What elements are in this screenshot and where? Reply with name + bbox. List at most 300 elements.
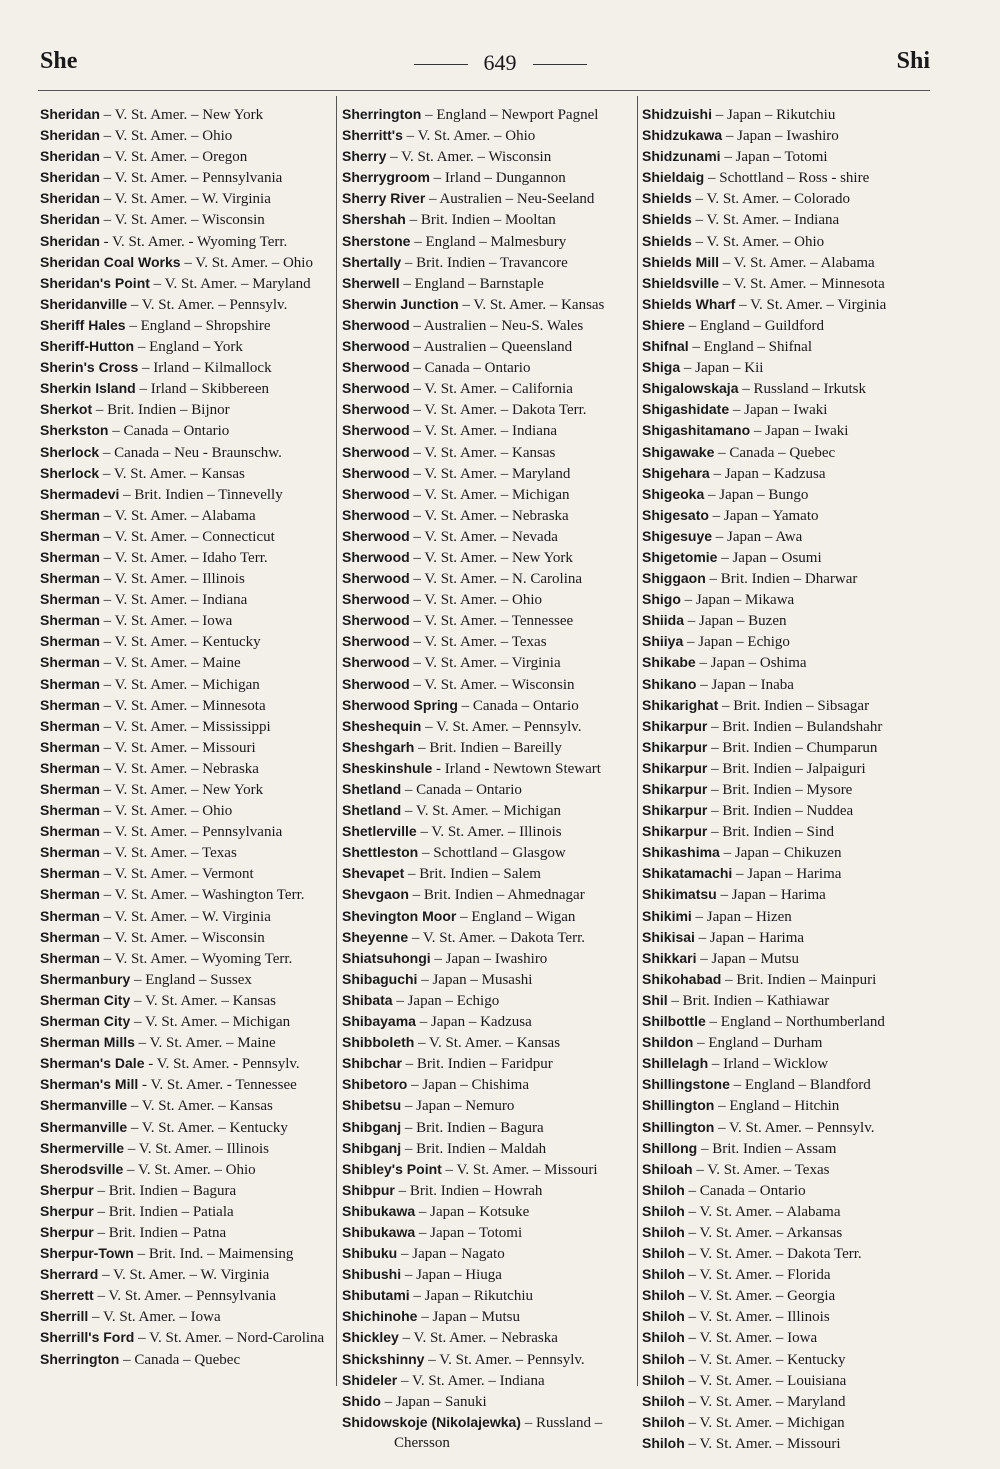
entry-name: Shigeoka	[642, 485, 705, 502]
entry-location: – V. St. Amer. – Michigan	[99, 676, 260, 693]
gazetteer-entry	[642, 1180, 934, 1201]
entry-location: – V. St. Amer. – Alabama	[719, 254, 875, 271]
gazetteer-entry	[342, 1370, 634, 1391]
entry-location: – V. St. Amer. – New York	[99, 782, 264, 798]
entry-location: – V. St. Amer. – Illinois	[684, 1309, 830, 1326]
entry-name: Shieldsville	[642, 274, 720, 291]
gazetteer-entry	[342, 927, 634, 948]
gazetteer-entry	[642, 610, 934, 631]
gazetteer-entry	[342, 1032, 634, 1053]
entry-name: Shikarpur	[642, 823, 708, 840]
entry-location: – V. St. Amer. – New York	[99, 107, 264, 123]
entry-name: Shiga	[642, 359, 681, 376]
entry-name: Shibukawa	[342, 1202, 416, 1219]
entry-location: – Canada – Ontario	[401, 782, 522, 798]
gazetteer-entry	[642, 1243, 934, 1264]
gazetteer-entry	[342, 568, 634, 589]
gazetteer-entry	[642, 336, 934, 357]
entry-location: – V. St. Amer. – Alabama	[684, 1203, 841, 1220]
entry-name: Shermanbury	[40, 970, 131, 987]
entry-location: – Canada – Ontario	[684, 1182, 806, 1199]
gazetteer-entry	[342, 1306, 634, 1327]
entry-name: Shikimatsu	[642, 886, 717, 903]
gazetteer-entry	[342, 948, 634, 969]
entry-location: – Japan – Harima	[694, 929, 805, 946]
entry-name: Shetlerville	[342, 823, 417, 840]
entry-location: – Brit. Indien – Bagura	[93, 1182, 237, 1199]
gazetteer-entry	[642, 1159, 934, 1180]
entry-name: Shiloh	[642, 1392, 685, 1409]
entry-name: Sherkot	[40, 401, 93, 418]
entry-location: – V. St. Amer. – Georgia	[684, 1288, 836, 1305]
gazetteer-entry	[342, 1074, 634, 1095]
entry-name: Sherman	[40, 949, 100, 966]
gazetteer-entry	[40, 420, 332, 441]
entry-location: – V. St. Amer. – Indiana	[691, 212, 840, 229]
gazetteer-entry	[40, 1327, 332, 1348]
gazetteer-entry	[40, 188, 332, 209]
entry-location: – V. St. Amer. – Virginia	[735, 296, 887, 313]
gazetteer-entry	[642, 716, 934, 737]
entry-name: Sheridan's Point	[40, 274, 150, 291]
gazetteer-entry	[342, 821, 634, 842]
entry-name: Shigesato	[642, 506, 709, 523]
gazetteer-entry	[642, 695, 934, 716]
entry-name: Shermanville	[40, 1097, 128, 1114]
gazetteer-entry	[642, 167, 934, 188]
entry-location: – V. St. Amer. – Texas	[692, 1161, 830, 1178]
entry-name: Sheridanville	[40, 295, 128, 312]
gazetteer-entry	[40, 652, 332, 673]
entry-name: Shibetoro	[342, 1076, 408, 1093]
entry-name: Shido	[342, 1392, 381, 1409]
gazetteer-entry	[342, 1053, 634, 1074]
entry-name: Shiloh	[642, 1308, 685, 1325]
entry-location: – England – Shifnal	[688, 339, 812, 356]
gazetteer-entry	[342, 1117, 634, 1138]
entry-name: Shetland	[342, 781, 402, 797]
header-dash-right	[533, 64, 587, 65]
entry-location: – V. St. Amer. – Wisconsin	[386, 149, 552, 166]
entry-name: Sheshequin	[342, 717, 422, 734]
entry-location: – V. St. Amer. – Missouri	[441, 1161, 598, 1178]
gazetteer-entry	[342, 315, 634, 336]
entry-location: – V. St. Amer. – Maine	[134, 1035, 276, 1052]
gazetteer-entry	[40, 357, 332, 378]
gazetteer-entry	[342, 906, 634, 927]
entry-name: Sherlock	[40, 443, 100, 460]
entry-location: – V. St. Amer. – Nebraska	[99, 760, 259, 777]
entry-name: Shiere	[642, 316, 685, 333]
entry-name: Shigehara	[642, 464, 710, 481]
entry-name: Shiloh	[642, 1371, 685, 1388]
entry-name: Sheridan	[40, 190, 100, 207]
entry-location: – V. St. Amer. – Minnesota	[719, 275, 885, 292]
gazetteer-entry	[40, 821, 332, 842]
gazetteer-entry	[342, 1011, 634, 1032]
gazetteer-entry	[642, 1074, 934, 1095]
entry-name: Sherlock	[40, 464, 100, 481]
entry-name: Shikashima	[642, 844, 720, 861]
gazetteer-entry	[642, 821, 934, 842]
gazetteer-entry	[342, 631, 634, 652]
entry-name: Shibata	[342, 991, 393, 1008]
entry-location: – V. St. Amer. – Kansas	[130, 992, 276, 1009]
entry-name: Shilbottle	[642, 1013, 706, 1030]
gazetteer-entry	[40, 399, 332, 420]
entry-location: – V. St. Amer. – Oregon	[99, 149, 248, 166]
gazetteer-entry	[642, 800, 934, 821]
entry-name: Sherman City	[40, 991, 131, 1008]
gazetteer-entry	[642, 779, 934, 800]
entry-name: Shevapet	[342, 865, 405, 882]
entry-location: – Japan – Harima	[716, 887, 826, 904]
entry-location: – Brit. Indien – Sibsagar	[718, 697, 870, 714]
entry-location: – Brit. Indien – Jalpaiguri	[707, 760, 866, 777]
entry-name: Shibganj	[342, 1118, 402, 1135]
gazetteer-entry	[642, 1306, 934, 1327]
gazetteer-entry	[342, 652, 634, 673]
gazetteer-entry	[40, 695, 332, 716]
entry-location: – Irland – Kilmallock	[138, 360, 272, 377]
gazetteer-entry	[40, 336, 332, 357]
entry-name: Shertally	[342, 253, 402, 270]
gazetteer-entry	[342, 336, 634, 357]
entry-location: – V. St. Amer. – Ohio	[409, 592, 543, 609]
gazetteer-entry	[40, 146, 332, 167]
gazetteer-entry	[40, 990, 332, 1011]
gazetteer-entry	[642, 1433, 934, 1454]
header-rule	[38, 90, 930, 91]
entry-location: - V. St. Amer. - Wyoming Terr.	[99, 233, 288, 250]
gazetteer-entry	[342, 231, 634, 252]
entry-location: – V. St. Amer. – Kansas	[99, 465, 245, 482]
gazetteer-entry	[40, 568, 332, 589]
gazetteer-entry	[342, 1391, 634, 1412]
entry-location: – V. St. Amer. – Connecticut	[99, 528, 275, 545]
entry-location: – V. St. Amer. – Washington Terr.	[99, 887, 305, 904]
entry-name: Sherwood	[342, 464, 410, 481]
entry-name: Sheridan Coal Works	[40, 253, 181, 270]
gazetteer-entry	[40, 252, 332, 273]
gazetteer-entry	[342, 146, 634, 167]
entry-name: Sherin's Cross	[40, 359, 139, 376]
gazetteer-entry	[342, 884, 634, 905]
gazetteer-entry	[40, 547, 332, 568]
entry-location: – V. St. Amer. – California	[409, 381, 573, 398]
gazetteer-entry	[40, 758, 332, 779]
entry-name: Shermerville	[40, 1139, 125, 1156]
gazetteer-entry	[40, 631, 332, 652]
entry-location: – V. St. Amer. – Kansas	[127, 1098, 273, 1115]
gazetteer-entry	[342, 209, 634, 230]
entry-name: Sherman	[40, 675, 100, 692]
gazetteer-entry	[342, 547, 634, 568]
entry-location: – Japan – Iwaki	[750, 423, 849, 440]
entry-location: – England – Guildford	[684, 317, 824, 334]
column-2	[342, 104, 634, 1451]
entry-location: – England – Newport Pagnel	[421, 107, 599, 123]
entry-location: – Brit. Indien – Tinnevelly	[119, 486, 283, 503]
entry-location: – Japan – Musashi	[417, 971, 533, 988]
gazetteer-entry	[342, 1243, 634, 1264]
entry-name: Shiloh	[642, 1223, 685, 1240]
entry-name: Shields	[642, 211, 692, 228]
gazetteer-entry	[40, 1095, 332, 1116]
gazetteer-entry	[642, 737, 934, 758]
entry-location: – V. St. Amer. – Michigan	[684, 1414, 845, 1431]
entry-location: – V. St. Amer. – Ohio	[691, 233, 825, 250]
gazetteer-entry	[642, 1412, 934, 1433]
gazetteer-entry	[40, 1117, 332, 1138]
entry-location: – V. St. Amer. – Kansas	[409, 444, 556, 461]
gazetteer-entry	[642, 758, 934, 779]
entry-name: Shillingstone	[642, 1076, 730, 1093]
entry-name: Sherpur	[40, 1223, 94, 1240]
entry-location: – Brit. Indien – Howrah	[394, 1182, 543, 1199]
entry-name: Shibpur	[342, 1181, 395, 1198]
entry-location: – V. St. Amer. – Pennsylv.	[714, 1119, 875, 1136]
page-header	[0, 48, 1000, 82]
entry-location: – Japan – Iwashiro	[430, 950, 548, 967]
entry-name: Shettleston	[342, 844, 419, 861]
gazetteer-entry	[342, 526, 634, 547]
entry-name: Shillington	[642, 1097, 715, 1114]
entry-location: – Brit. Indien – Mainpuri	[721, 971, 877, 988]
gazetteer-entry	[40, 273, 332, 294]
entry-location: – Canada – Ontario	[457, 697, 579, 714]
gazetteer-entry	[642, 188, 934, 209]
entry-location: – England – Malmesbury	[410, 233, 567, 250]
entry-name: Shermanville	[40, 1118, 128, 1135]
entry-name: Sherrygroom	[342, 169, 430, 186]
gazetteer-entry	[342, 1412, 634, 1453]
entry-name: Shibetsu	[342, 1097, 402, 1114]
entry-name: Shiggaon	[642, 570, 706, 587]
gazetteer-entry	[642, 505, 934, 526]
entry-location: – Japan – Nemuro	[401, 1098, 515, 1115]
entry-name: Shikarpur	[642, 781, 708, 797]
entry-name: Shiiya	[642, 633, 684, 650]
entry-name: Shibutami	[342, 1287, 410, 1304]
gazetteer-entry	[40, 800, 332, 821]
entry-name: Sherman	[40, 907, 100, 924]
entry-name: Sherman	[40, 844, 100, 861]
entry-location: – Irland – Dungannon	[429, 170, 566, 187]
entry-name: Sheshgarh	[342, 738, 415, 755]
entry-name: Sherwood	[342, 422, 410, 439]
gazetteer-entry	[342, 716, 634, 737]
gazetteer-entry	[642, 1053, 934, 1074]
entry-name: Shibushi	[342, 1266, 402, 1283]
entry-location: – Japan – Kii	[680, 360, 764, 377]
entry-name: Shikimi	[642, 907, 692, 924]
gazetteer-entry	[40, 1222, 332, 1243]
gazetteer-entry	[342, 188, 634, 209]
gazetteer-entry	[342, 1264, 634, 1285]
entry-name: Sherman	[40, 759, 100, 776]
entry-name: Shikarpur	[642, 802, 708, 819]
entry-location: – V. St. Amer. – Dakota Terr.	[684, 1246, 862, 1263]
entry-name: Sherwood	[342, 612, 410, 629]
gazetteer-entry	[40, 315, 332, 336]
entry-location: – Japan – Awa	[712, 528, 803, 545]
entry-name: Shiatsuhongi	[342, 949, 431, 966]
column-1	[40, 104, 332, 1404]
gazetteer-entry	[40, 610, 332, 631]
entry-location: – Japan – Echigo	[683, 634, 790, 651]
gazetteer-entry	[342, 990, 634, 1011]
gazetteer-entry	[642, 252, 934, 273]
gazetteer-entry	[342, 863, 634, 884]
entry-name: Sherman	[40, 823, 100, 840]
entry-location: – V. St. Amer. – W. Virginia	[99, 908, 271, 925]
entry-location: – V. St. Amer. – Louisiana	[684, 1372, 847, 1389]
entry-location: – V. St. Amer. – Maryland	[149, 275, 311, 292]
gazetteer-entry	[342, 695, 634, 716]
gazetteer-entry	[40, 1264, 332, 1285]
entry-location: – V. St. Amer. – Pennsylv.	[421, 718, 582, 735]
gazetteer-entry	[40, 1053, 332, 1074]
entry-name: Shigashitamano	[642, 422, 751, 439]
entry-name: Sherrett	[40, 1287, 94, 1304]
gazetteer-entry	[642, 231, 934, 252]
entry-location: – Russland – Irkutsk	[738, 381, 866, 398]
entry-location: – Brit. Indien – Ahmednagar	[408, 887, 585, 904]
entry-location: – Japan – Rikutchiu	[409, 1288, 533, 1305]
entry-location: – V. St. Amer. – Wisconsin	[99, 929, 265, 946]
gazetteer-entry	[642, 526, 934, 547]
entry-location: – V. St. Amer. – Ohio	[123, 1161, 256, 1178]
entry-name: Sherwin Junction	[342, 295, 459, 312]
gazetteer-entry	[40, 484, 332, 505]
entry-location: – Japan – Totomi	[415, 1224, 523, 1241]
entry-location: – V. St. Amer. – Dakota Terr.	[409, 402, 587, 419]
entry-name: Shields Mill	[642, 253, 720, 270]
entry-location: – Australien – Neu-S. Wales	[409, 317, 584, 334]
entry-name: Sherman	[40, 696, 100, 713]
entry-name: Sherwood	[342, 527, 410, 544]
gazetteer-entry	[342, 1138, 634, 1159]
entry-name: Sherman	[40, 612, 100, 629]
gazetteer-entry	[40, 589, 332, 610]
gazetteer-entry	[40, 737, 332, 758]
entry-name: Shibukawa	[342, 1223, 416, 1240]
gazetteer-entry	[40, 1201, 332, 1222]
gazetteer-entry	[342, 1349, 634, 1370]
entry-location: – Brit. Indien – Bagura	[401, 1119, 544, 1136]
entry-name: Sherwood	[342, 485, 410, 502]
entry-name: Sherman City	[40, 1013, 131, 1030]
entry-name: Shershah	[342, 211, 406, 228]
entry-location: – Brit. Indien – Chumparun	[707, 739, 878, 756]
gazetteer-entry	[40, 863, 332, 884]
entry-location: – V. St. Amer. – Wisconsin	[409, 676, 575, 693]
entry-name: Shiida	[642, 612, 685, 629]
gazetteer-entry	[40, 884, 332, 905]
gazetteer-entry	[342, 484, 634, 505]
entry-location: – Japan – Chishima	[407, 1077, 529, 1094]
page-number-block	[0, 50, 1000, 76]
entry-location: – V. St. Amer. – Nord-Carolina	[134, 1330, 325, 1347]
entry-name: Shildon	[642, 1034, 694, 1051]
entry-location: – V. St. Amer. – Mississippi	[99, 718, 271, 735]
header-right-keyword: Shi	[896, 48, 930, 74]
entry-location: - V. St. Amer. - Pennsylv.	[144, 1056, 300, 1073]
entry-name: Sherman	[40, 865, 100, 882]
entry-location: – V. St. Amer. – Iowa	[99, 613, 233, 630]
entry-name: Sheriff Hales	[40, 316, 126, 333]
entry-name: Sherpur	[40, 1202, 94, 1219]
gazetteer-entry	[342, 842, 634, 863]
entry-location: – V. St. Amer. – Ohio	[402, 128, 536, 145]
entry-name: Shidowskoje (Nikolajewka)	[342, 1413, 521, 1430]
gazetteer-entry	[342, 1327, 634, 1348]
entry-name: Sherman's Dale	[40, 1055, 145, 1072]
gazetteer-entry	[40, 906, 332, 927]
gazetteer-entry	[40, 505, 332, 526]
entry-name: Shigo	[642, 591, 681, 608]
gazetteer-entry	[342, 463, 634, 484]
entry-name: Sherkston	[40, 422, 109, 439]
entry-location: – V. St. Amer. – Illinois	[124, 1140, 269, 1157]
entry-name: Sherwood	[342, 633, 410, 650]
entry-location: – V. St. Amer. – Illinois	[99, 571, 245, 588]
entry-name: Shigalowskaja	[642, 380, 739, 397]
entry-name: Shigesuye	[642, 527, 713, 544]
entry-location: – V. St. Amer. – New York	[409, 549, 573, 566]
gazetteer-entry	[40, 1243, 332, 1264]
entry-location: – V. St. Amer. – Maryland	[684, 1393, 846, 1410]
entry-name: Shetland	[342, 802, 402, 819]
entry-name: Shikohabad	[642, 970, 722, 987]
entry-name: Shibboleth	[342, 1034, 415, 1051]
entry-location: – V. St. Amer. – Maryland	[409, 465, 571, 482]
entry-location: – Japan – Echigo	[392, 992, 500, 1009]
gazetteer-entry	[342, 737, 634, 758]
entry-name: Sheridan	[40, 169, 100, 186]
entry-location: – Brit. Indien – Nuddea	[707, 803, 854, 820]
entry-location: – V. St. Amer. – Pennsylv.	[127, 296, 288, 313]
entry-location: – Russland – Chersson	[394, 1414, 603, 1451]
gazetteer-entry	[342, 167, 634, 188]
gazetteer-entry	[342, 125, 634, 146]
gazetteer-entry	[342, 779, 634, 800]
entry-name: Shermadevi	[40, 485, 120, 502]
entry-location: – Japan – Kotsuke	[415, 1203, 530, 1220]
entry-location: – V. St. Amer. – Kansas	[414, 1035, 561, 1052]
gazetteer-entry	[642, 104, 934, 125]
entry-name: Shil	[642, 991, 668, 1008]
gazetteer-entry	[342, 674, 634, 695]
gazetteer-entry	[40, 104, 332, 125]
entry-location: – V. St. Amer. – Florida	[684, 1267, 831, 1284]
entry-name: Shillington	[642, 1118, 715, 1135]
gazetteer-entry	[40, 1349, 332, 1370]
entry-location: – Brit. Indien – Assam	[697, 1140, 837, 1157]
entry-location: – England – Wigan	[456, 908, 576, 925]
gazetteer-entry	[342, 294, 634, 315]
entry-name: Sherwood	[342, 654, 410, 671]
gazetteer-entry	[642, 568, 934, 589]
entry-name: Sheskinshule	[342, 759, 433, 776]
entry-name: Shiloah	[642, 1160, 693, 1177]
entry-location: – Brit. Indien – Bijnor	[92, 402, 230, 419]
entry-location: – V. St. Amer. – Pennsylvania	[99, 170, 283, 187]
gazetteer-entry	[40, 674, 332, 695]
header-left-keyword: She	[40, 48, 78, 74]
entry-location: – V. St. Amer. – Virginia	[409, 655, 561, 672]
